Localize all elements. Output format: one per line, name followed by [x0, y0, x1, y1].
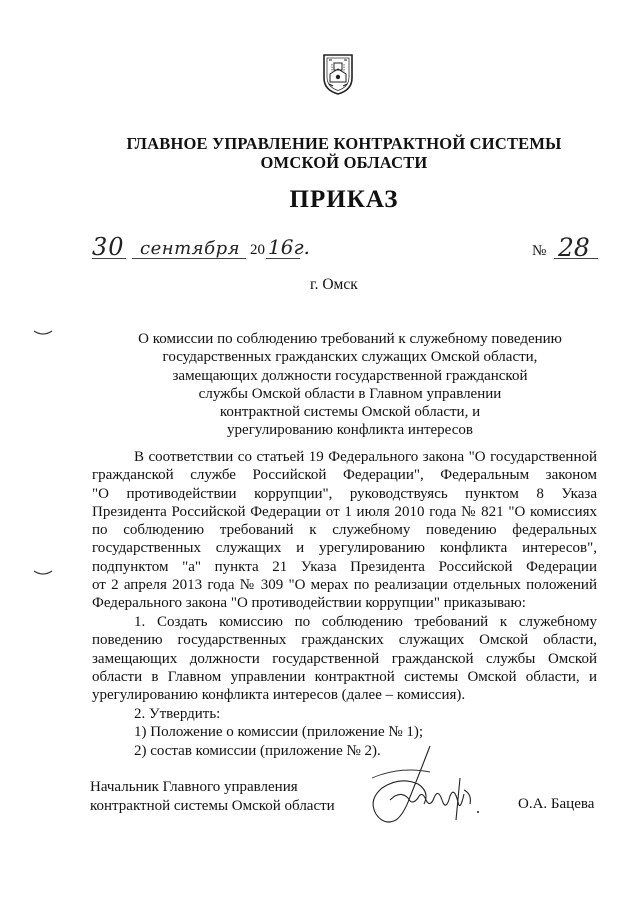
- preamble-line: гражданской службе Российской Федерации", Федеральным законом: [92, 467, 597, 484]
- city-line: г. Омск: [310, 276, 358, 293]
- order-item-1: [92, 613, 597, 704]
- item2-sub1: 1) Положение о комиссии (приложение № 1);: [134, 724, 424, 741]
- date-day-underline: [92, 258, 126, 259]
- preamble-line: по соблюдению требований к служебному поведению федеральных: [92, 522, 597, 539]
- organization-title-line1: ГЛАВНОЕ УПРАВЛЕНИЕ КОНТРАКТНОЙ СИСТЕМЫ: [126, 134, 562, 153]
- order-date: [92, 233, 332, 263]
- preamble-line: "О противодействии коррупции", руководствуясь пунктом 8 Указа: [92, 485, 597, 502]
- date-day: 30: [92, 233, 125, 261]
- signatory-name: О.А. Бацева: [518, 796, 595, 812]
- signatory-position-line1: Начальник Главного управления: [90, 779, 298, 795]
- preamble-line: подпунктом "а" пункта 21 Указа Президента Российской Федерации: [92, 558, 597, 575]
- subject-line: урегулированию конфликта интересов: [227, 422, 473, 439]
- preamble-line: от 2 апреля 2013 года № 309 "О мерах по реализации отдельных положений: [92, 577, 597, 594]
- signatory-position-line2: контрактной системы Омской области: [90, 798, 335, 814]
- date-month: сентября: [140, 238, 241, 259]
- date-year-suffix: 16г.: [268, 235, 310, 259]
- date-year-underline: [266, 258, 300, 259]
- number-underline: [554, 258, 598, 259]
- date-month-underline: [132, 258, 246, 259]
- item2-sub2: 2) состав комиссии (приложение № 2).: [134, 742, 381, 759]
- item2-title: 2. Утвердить:: [134, 706, 221, 722]
- number-label: №: [532, 243, 547, 259]
- preamble-line: В соответствии со статьей 19 Федерального закона "О государственной: [134, 449, 597, 465]
- handwritten-signature: [360, 742, 490, 830]
- subject-line: государственных гражданских служащих Омской области,: [162, 349, 538, 366]
- document-type-title: ПРИКАЗ: [289, 186, 399, 213]
- subject-line: О комиссии по соблюдению требований к служебному поведению: [138, 331, 562, 347]
- number-value: 28: [558, 233, 590, 262]
- order-number: [532, 233, 612, 263]
- item1-line: урегулированию конфликта интересов (далее – комиссия).: [92, 687, 466, 704]
- coat-of-arms-icon: [321, 52, 355, 96]
- subject-line: контрактной системы Омской области, и: [219, 404, 481, 421]
- margin-mark-icon: [33, 569, 53, 577]
- preamble-line: государственных служащих и урегулированию конфликта интересов",: [92, 540, 597, 557]
- item1-line: замещающих должности государственной гражданской службы Омской: [92, 650, 597, 667]
- date-year-prefix: 20: [250, 242, 265, 258]
- item1-line: поведению государственных гражданских служащих Омской области,: [92, 632, 597, 649]
- preamble-line: Президента Российской Федерации от 1 июля 2010 года № 821 "О комиссиях: [92, 503, 597, 520]
- preamble-paragraph: [92, 448, 597, 613]
- item1-line: области в Главном управлении контрактной системы Омской области, и: [92, 668, 597, 685]
- order-subject: [120, 330, 580, 440]
- margin-mark-icon: [33, 329, 53, 337]
- subject-line: замещающих должности государственной гражданской: [172, 367, 528, 384]
- signatory-position: [90, 778, 335, 816]
- organization-title-line2: ОМСКОЙ ОБЛАСТИ: [260, 153, 428, 172]
- order-item-2: [92, 705, 597, 760]
- subject-line: службы Омской области в Главном управлении: [198, 385, 502, 402]
- preamble-line: Федерального закона "О противодействии коррупции" приказываю:: [92, 595, 526, 612]
- item1-line: 1. Создать комиссию по соблюдению требований к служебному: [134, 614, 597, 630]
